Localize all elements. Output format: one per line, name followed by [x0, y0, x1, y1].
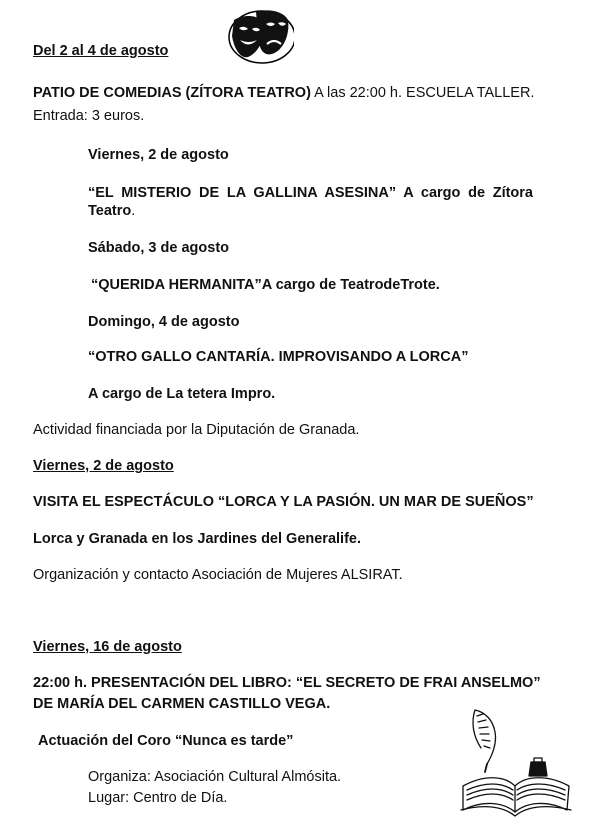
- event-date: Domingo, 4 de agosto: [88, 314, 240, 330]
- organizer-note: Organiza: Asociación Cultural Almósita.: [88, 769, 342, 785]
- book-presentation: 22:00 h. PRESENTACIÓN DEL LIBRO: “EL SECRETO DE FRAI ANSELMO”: [33, 675, 541, 691]
- event-date: Viernes, 2 de agosto: [88, 147, 229, 163]
- section-heading: Viernes, 16 de agosto: [33, 639, 182, 655]
- choir-performance: Actuación del Coro “Nunca es tarde”: [38, 733, 294, 749]
- intro-details: A las 22:00 h. ESCUELA TALLER.: [310, 85, 535, 101]
- theatre-masks-icon: [226, 6, 294, 64]
- event-title: [88, 184, 533, 220]
- venue-note: Lugar: Centro de Día.: [88, 790, 228, 806]
- event-date: Sábado, 3 de agosto: [88, 240, 229, 256]
- event-title-text: “EL MISTERIO DE LA GALLINA ASESINA” A cargo de Zítora Teatro: [88, 185, 533, 219]
- funding-note: Actividad financiada por la Diputación de Granada.: [33, 422, 360, 438]
- event-title: “OTRO GALLO CANTARÍA. IMPROVISANDO A LORCA”: [88, 349, 469, 365]
- section-heading: Viernes, 2 de agosto: [33, 458, 174, 474]
- event-title: “QUERIDA HERMANITA”A cargo de TeatrodeTrote.: [91, 277, 440, 293]
- section-heading: Del 2 al 4 de agosto: [33, 43, 169, 59]
- show-title: VISITA EL ESPECTÁCULO “LORCA Y LA PASIÓN. UN MAR DE SUEÑOS”: [33, 494, 534, 510]
- show-subtitle: Lorca y Granada en los Jardines del Generalife.: [33, 531, 361, 547]
- book-and-quill-icon: [455, 702, 575, 820]
- event-credit: A cargo de La tetera Impro.: [88, 386, 276, 402]
- entry-price: Entrada: 3 euros.: [33, 108, 145, 124]
- organizer-note: Organización y contacto Asociación de Mujeres ALSIRAT.: [33, 567, 403, 583]
- event-title-end: .: [131, 203, 136, 219]
- book-author: DE MARÍA DEL CARMEN CASTILLO VEGA.: [33, 696, 331, 712]
- company-name: PATIO DE COMEDIAS (ZÍTORA TEATRO): [33, 85, 311, 101]
- intro-line: [33, 84, 534, 102]
